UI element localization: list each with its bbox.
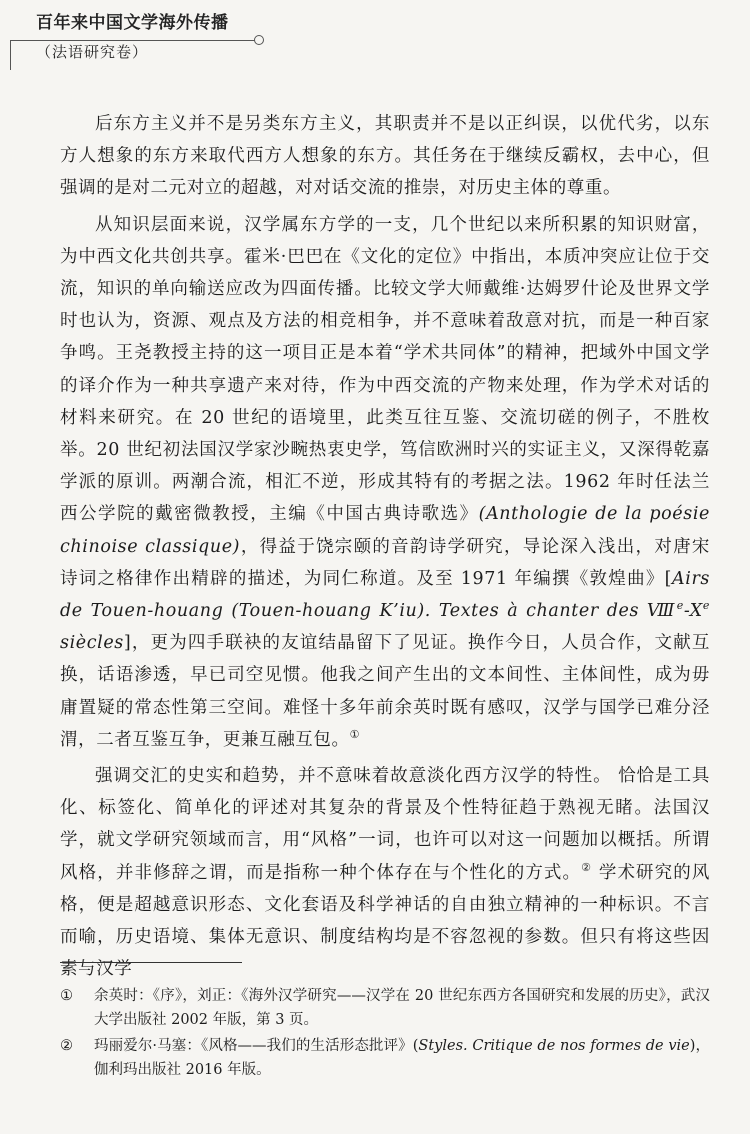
footnote-rule [60,962,242,963]
footnote-2-number: ② [60,1038,73,1054]
anthology-title-cn: 《中国古典诗歌选》 [307,504,479,525]
paragraph-3-text: 强调交汇的史实和趋势，并不意味着故意淡化西方汉学的特性。 恰恰是工具化、标签化、简单化的评述对其复杂的背景及个性特征趋于熟视无睹。法国汉学，就文学研究领域而言，用“风格”一词，也许可以对这一问题加以概括。所谓风格，并非修辞之谓，而是指称一种个体存在与个性化的方式。 [60,766,710,883]
footnote-2-text: 玛丽爱尔·马塞：《风格——我们的生活形态批评》(Styles. Critique de nos formes de vie)，伽利玛出版社 2016 年版。 [94,1038,711,1078]
footnote-1-number: ① [60,988,73,1004]
running-head [36,8,229,62]
footnote-2 [60,1034,710,1082]
footnotes [60,984,710,1084]
footnote-ref-2[interactable]: ② [581,860,593,874]
dunhuang-title-fr: Airs de Touen-houang (Touen-houang K’iu). Textes à chanter des Ⅷ$^e$-Xe siècles [60,568,710,654]
body-text [60,108,710,989]
paragraph-2-text: 从知识层面来说，汉学属东方学的一支，几个世纪以来所积累的知识财富，为中西文化共创共享。霍米·巴巴在《文化的定位》中指出，本质冲突应让位于交流，知识的单向输送应改为四面传播。比较文学大师戴维·达姆罗什论及世界文学时也认为，资源、观点及方法的相竞相争，并不意味着敌意对抗，而是一种百家争鸣。王尧教授主持的这一项目正是本着“学术共同体”的精神，把域外中国文学的译介作为一种共享遗产来对待，作为中西交流的产物来处理，作为学术对话的材料来研究。在 20 世纪的语境里，此类互往互鉴、交流切磋的例子，不胜枚举。20 世纪初法国汉学家沙畹热衷史学，笃信欧洲时兴的实证主义，又深得乾嘉学派的原训。两潮合流，相汇不逆，形成其特有的考据之法。1962 年时任法兰西公学院的戴密微教授，主编 [60,214,710,525]
book-title: 百年来中国文学海外传播 [36,13,229,33]
styles-title-fr: Styles. Critique de nos formes de vie [418,1038,690,1054]
footnote-1 [60,984,710,1032]
paragraph-3-text-b: 学术研究的风格，便是超越意识形态、文化套语及科学神话的自由独立精神的一种标识。不言而喻，历史语境、集体无意识、制度结构均是不容忽视的参数。但只有将这些因素与汉学 [60,862,710,980]
footnote-ref-1[interactable]: ① [349,728,361,742]
paragraph-2 [60,209,710,756]
paragraph-2-text-b: ，得益于饶宗颐的音韵诗学研究，导论深入浅出，对唐宋诗词之格律作出精辟的描述，为同仁称道。及至 1971 年编撰《敦煌曲》[ [60,536,711,589]
anthology-title-fr: (Anthologie de la poésie chinoise classique) [60,504,710,557]
header-rule-vertical [10,40,11,70]
paragraph-1: 后东方主义并不是另类东方主义，其职责并不是以正纠误，以优代劣，以东方人想象的东方来取代西方人想象的东方。其任务在于继续反霸权，去中心，但强调的是对二元对立的超越，对对话交流的推崇，对历史主体的尊重。 [60,114,710,199]
paragraph-3 [60,760,710,985]
footnote-1-text: 余英时：《序》，刘正：《海外汉学研究——汉学在 20 世纪东西方各国研究和发展的历史》，武汉大学出版社 2002 年版，第 3 页。 [94,988,710,1028]
header-ornament [254,35,264,45]
volume-subtitle: （法语研究卷） [36,43,149,61]
paragraph-2-text-c: ]，更为四手联袂的友谊结晶留下了见证。换作今日，人员合作，文献互换，话语渗透，早已司空见惯。他我之间产生出的文本间性、主体间性，成为毋庸置疑的常态性第三空间。难怪十多年前余英时既有感叹，汉学与国学已难分泾渭，二者互鉴互争，更兼互融互包。 [60,633,710,750]
